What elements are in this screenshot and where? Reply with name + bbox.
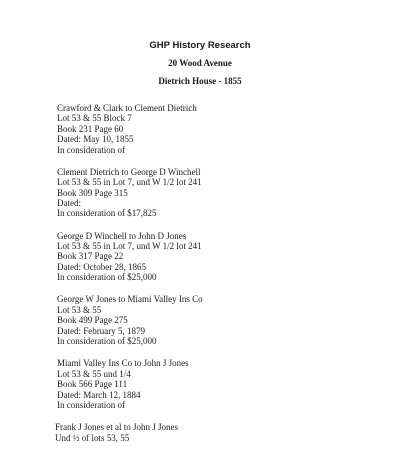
deed-consideration: In consideration of $17,825 (57, 208, 157, 219)
deed-entry (57, 358, 357, 410)
deed-lot: Lot 53 & 55 in Lot 7, und W 1/2 lot 241 (57, 241, 202, 252)
deed-entry (57, 103, 357, 155)
deed-book-page: Book 231 Page 60 (57, 123, 124, 134)
deed-book-page: Book 317 Page 22 (57, 251, 124, 262)
deed-parties: Clement Dietrich to George D Winchell (57, 166, 201, 177)
deed-lot: Und ½ of lots 53, 55 (55, 432, 130, 443)
deed-consideration: In consideration of (57, 399, 125, 410)
deed-date: Dated: May 10, 1855 (57, 134, 134, 145)
deed-lot: Lot 53 & 55 Block 7 (57, 113, 132, 124)
deed-book-page: Book 309 Page 315 (57, 187, 128, 198)
deed-parties: Miami Valley Ins Co to John J Jones (57, 358, 189, 369)
deed-date: Dated: February 5, 1879 (57, 325, 145, 336)
deed-entries (57, 103, 357, 455)
deed-lot: Lot 53 & 55 (57, 304, 102, 315)
deed-book-page: Book 566 Page 111 (57, 379, 128, 390)
deed-consideration: In consideration of (57, 144, 125, 155)
deed-date: Dated: October 28, 1865 (57, 261, 146, 272)
deed-entry (57, 294, 357, 346)
house-name: Dietrich House - 1855 (158, 76, 242, 86)
deed-lot: Lot 53 & 55 und 1/4 (57, 368, 131, 379)
deed-parties: Crawford & Clark to Clement Dietrich (57, 103, 197, 113)
deed-date: Dated: (57, 198, 81, 209)
deed-consideration: In consideration of $25,000 (57, 336, 157, 347)
deed-parties: George W Jones to Miami Valley Ins Co (57, 294, 203, 305)
document-title: GHP History Research (149, 40, 251, 51)
deed-date: Dated: March 12, 1884 (57, 389, 141, 400)
property-address: 20 Wood Avenue (168, 58, 232, 68)
deed-entry (55, 422, 357, 443)
deed-entry (57, 167, 357, 219)
deed-lot: Lot 53 & 55 in Lot 7, und W 1/2 lot 241 (57, 177, 202, 188)
deed-consideration: In consideration of $25,000 (57, 272, 157, 283)
deed-parties: Frank J Jones et al to John J Jones (55, 422, 178, 433)
deed-entry (57, 231, 357, 283)
deed-book-page: Book 499 Page 275 (57, 315, 128, 326)
deed-parties: George D Winchell to John D Jones (57, 230, 187, 241)
